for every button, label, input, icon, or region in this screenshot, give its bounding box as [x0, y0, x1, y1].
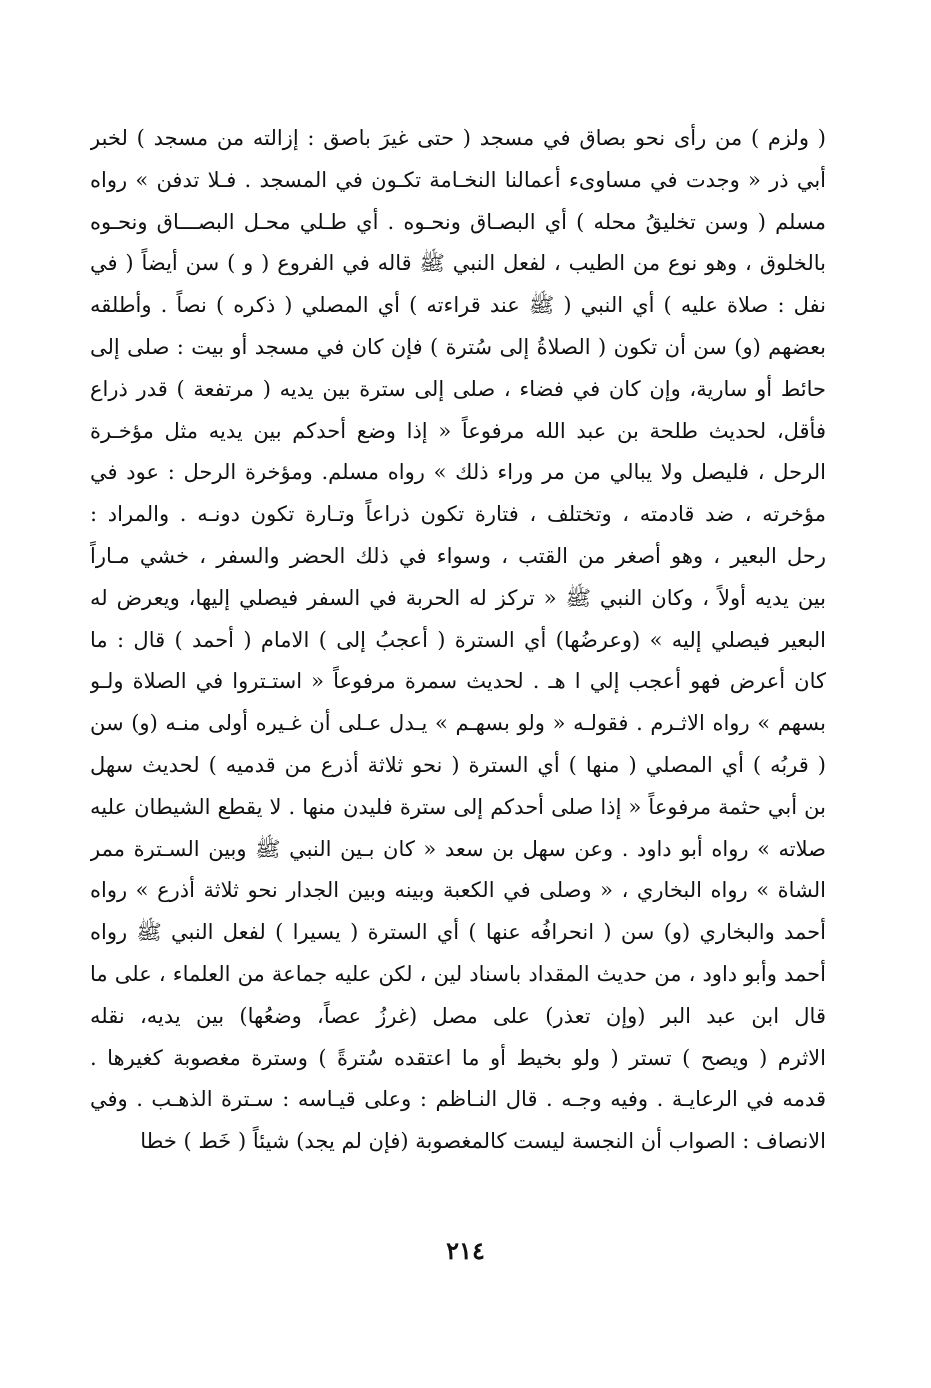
text-line: بين يديه أولاً ، وكان النبي ﷺ « تركز له الحربة في السفر فيصلي إليها، ويعرض له	[90, 585, 826, 610]
text-line: ( قربُه ) أي المصلي ( منها ) أي السترة ( نحو ثلاثة أذرع من قدميه ) لحديث سهل	[90, 752, 826, 777]
text-line: فأقل، لحديث طلحة بن عبد الله مرفوعاً « إذا وضع أحدكم بين يديه مثل مؤخـرة	[90, 418, 826, 443]
text-line: الشاة » رواه البخاري ، « وصلى في الكعبة وبينه وبين الجدار نحو ثلاثة أذرع » رواه	[90, 878, 826, 903]
page-number: ٢١٤	[446, 1236, 485, 1265]
text-line: كان أعرض فهو أعجب إلي ا هـ . لحديث سمرة مرفوعاً « استـتروا في الصلاة ولـو	[90, 669, 826, 694]
text-line: الانصاف : الصواب أن النجسة ليست كالمغصوبة (فإن لم يجد) شيئاً ( خَط ) خطا	[140, 1129, 826, 1154]
text-line: أحمد والبخاري (و) سن ( انحرافُه عنها ) أي السترة ( يسيرا ) لفعل النبي ﷺ رواه	[90, 920, 826, 945]
text-line: بسهم » رواه الاثـرم . فقولـه « ولو بسهـم » يـدل عـلى أن غـيره أولى منـه (و) سن	[90, 711, 826, 736]
text-line: بعضهم (و) سن أن تكون ( الصلاةُ إلى سُترة ) فإن كان في مسجد أو بيت : صلى إلى	[90, 334, 826, 359]
text-line: قدمه في الرعايـة . وفيه وجـه . قال النـاظم : وعلى قيـاسه : سـترة الذهـب . وفي	[90, 1087, 826, 1112]
text-line: ( ولزم ) من رأى نحو بصاق في مسجد ( حتى غيرَ باصق : إزالته من مسجد ) لخبر	[90, 126, 826, 150]
text-line: أبي ذر « وجدت في مساوىء أعمالنا النخـامة تكـون في المسجد . فـلا تدفن » رواه	[90, 167, 826, 192]
text-line: نفل : صلاة عليه ) أي النبي ( ﷺ عند قراءته ) أي المصلي ( ذكره ) نصاً . وأطلقه	[90, 293, 826, 318]
text-line: قال ابن عبد البر (وإن تعذر) على مصل (غرزُ عصاً، وضعُها) بين يديه، نقله	[90, 1003, 826, 1028]
text-line: بن أبي حثمة مرفوعاً « إذا صلى أحدكم إلى سترة فليدن منها . لا يقطع الشيطان عليه	[90, 794, 826, 819]
text-line: بالخلوق ، وهو نوع من الطيب ، لفعل النبي ﷺ قاله في الفروع ( و ) سن أيضاً ( في	[90, 251, 826, 276]
text-line: حائط أو سارية، وإن كان في فضاء ، صلى إلى سترة بين يديه ( مرتفعة ) قدر ذراع	[90, 376, 826, 401]
text-line: مؤخرته ، ضد قادمته ، وتختلف ، فتارة تكون ذراعاً وتـارة تكون دونـه . والمراد :	[90, 502, 826, 527]
text-line: البعير فيصلي إليه » (وعرضُها) أي السترة ( أعجبُ إلى ) الامام ( أحمد ) قال : ما	[90, 627, 826, 652]
text-line: الرحل ، فليصل ولا يبالي من مر وراء ذلك » رواه مسلم. ومؤخرة الرحل : عود في	[90, 460, 826, 485]
text-line: مسلم ( وسن تخليقُ محله ) أي البصـاق ونحـوه . أي طـلي محـل البصـــاق ونحـوه	[90, 209, 826, 234]
text-line: رحل البعير ، وهو أصغر من القتب ، وسواء في ذلك الحضر والسفر ، خشي مـاراً	[90, 543, 826, 568]
text-line: أحمد وأبو داود ، من حديث المقداد باسناد لين ، لكن عليه جماعة من العلماء ، على ما	[90, 961, 826, 986]
body-text	[90, 118, 826, 1163]
text-line: الاثرم ( ويصح ) تستر ( ولو بخيط أو ما اعتقده سُترةً ) وسترة مغصوبة كغيرها .	[90, 1045, 826, 1070]
text-line: صلاته » رواه أبو داود . وعن سهل بن سعد « كان بـين النبي ﷺ وبين السـترة ممر	[90, 836, 826, 861]
